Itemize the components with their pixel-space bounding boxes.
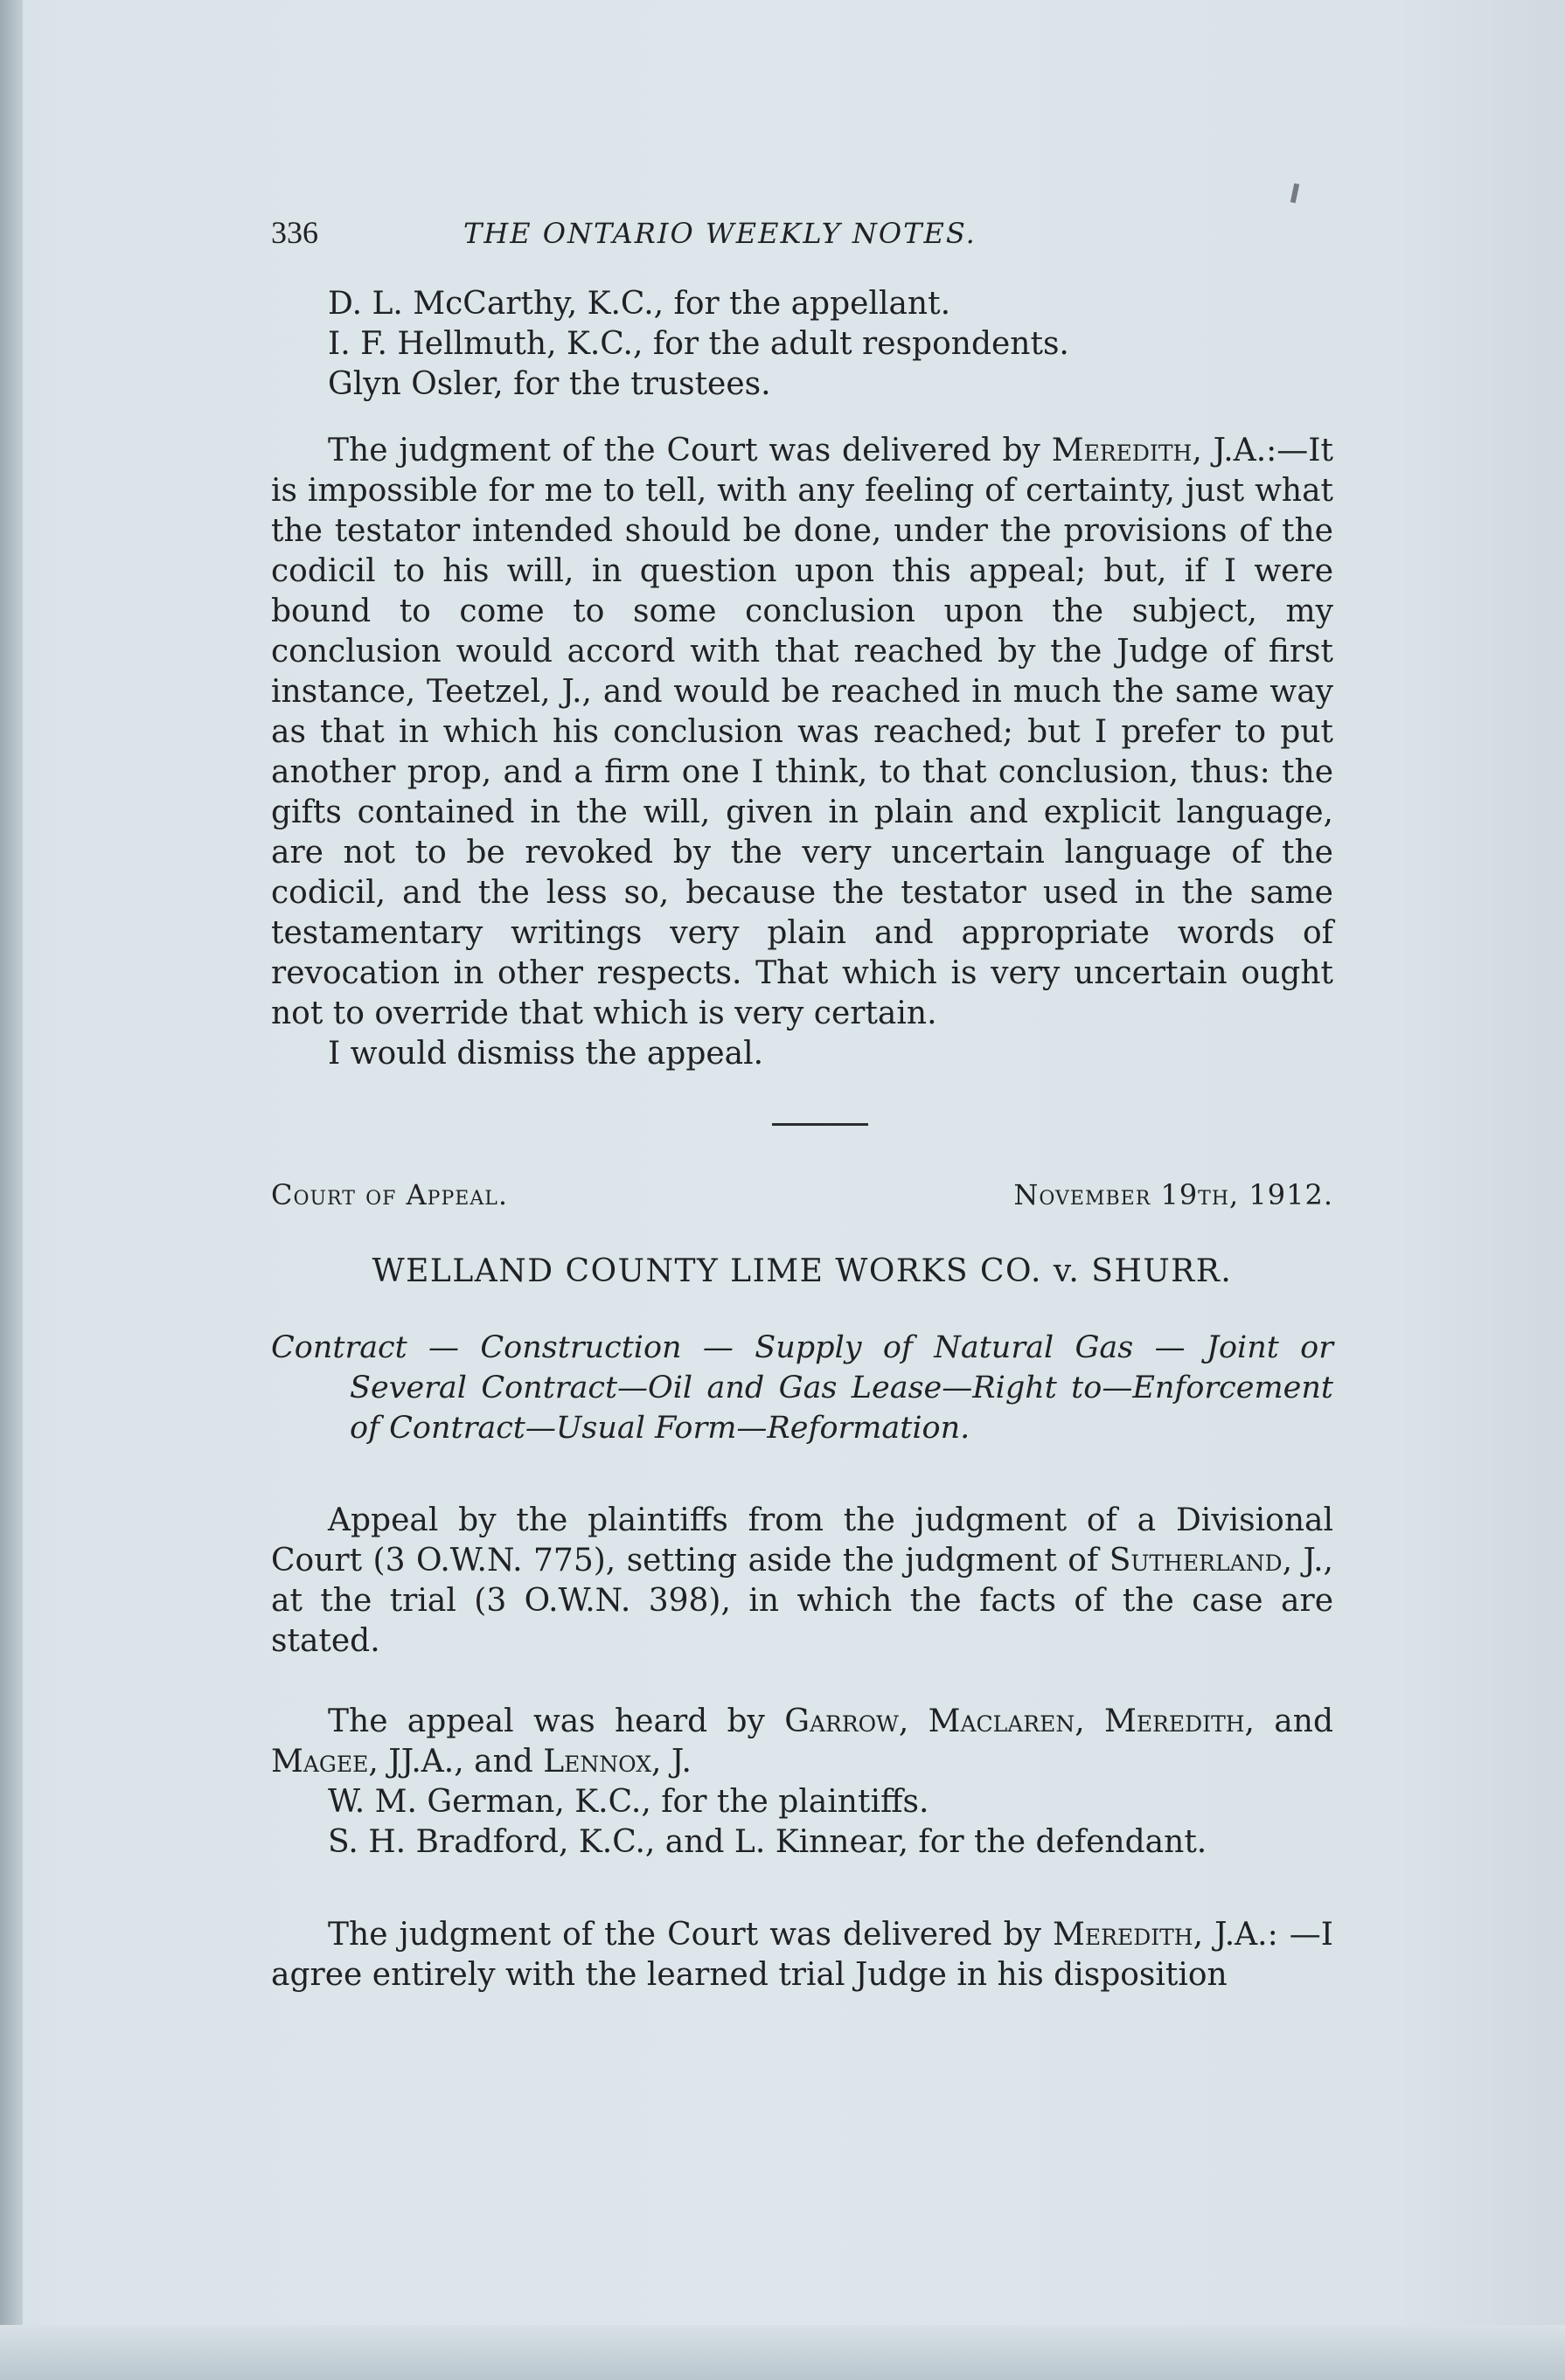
second-judgment-text: , J.A.: —I agree entirely with the learned trial Judge in his disposition [271, 1917, 1334, 1993]
counsel-line-appellant: D. L. McCarthy, K.C., for the appellant. [328, 286, 951, 322]
running-header [271, 214, 1333, 251]
court-date-line [271, 1178, 1333, 1211]
headnote: Contract — Construction — Supply of Natural Gas — Joint or Several Contract—Oil and Gas Lease—Right to—Enforcement of Contract—Usual Form—Reformation. [271, 1330, 1333, 1446]
heard-paragraph [271, 1702, 1333, 1782]
section-divider [772, 1123, 868, 1126]
judgment-intro: The judgment of the Court was delivered by [328, 433, 1052, 468]
counsel-line-plaintiffs: W. M. German, K.C., for the plaintiffs. [328, 1784, 929, 1820]
journal-title: THE ONTARIO WEEKLY NOTES. [463, 217, 977, 250]
decision-date: November 19th, 1912. [1013, 1178, 1333, 1211]
page-number: 336 [271, 215, 318, 250]
counsel-line-defendant: S. H. Bradford, K.C., and L. Kinnear, for the defendant. [328, 1824, 1207, 1860]
heard-text-a: The appeal was heard by [328, 1703, 785, 1739]
court-name: Court of Appeal. [271, 1178, 509, 1211]
heard-judge-2: Magee [271, 1744, 369, 1780]
heard-text-b: and [1255, 1703, 1333, 1739]
heard-text-d: , J. [651, 1744, 692, 1780]
second-judgment-intro: The judgment of the Court was delivered by [328, 1917, 1054, 1953]
judgment-text: , J.A.:—It is impossible for me to tell, with any feeling of certainty, just what the testator intended should be done, under the provisions of the codicil to his will, in question upon this appeal; but, if I were bound to come to some conclusion upon the subject, my conclusion would accord with that reached by the Judge of first instance, Teetzel, J., and would be reached in much the same way as that in which his conclusion was reached; but I prefer to put another prop, and a firm one I think, to that conclusion, thus: the gifts contained in the will, given in plain and explicit language, are not to be revoked by the very uncertain language of the codicil, and the less so, because the testator used in the same testamentary writings very plain and appropriate words of revocation in other respects. That which is very uncertain ought not to override that which is very certain. [271, 433, 1333, 1031]
heard-judge-3: Lennox [543, 1744, 652, 1780]
heard-judges: Garrow, Maclaren, Meredith, [784, 1703, 1255, 1739]
second-judgment-paragraph [271, 1915, 1333, 1995]
disposition: I would dismiss the appeal. [328, 1036, 764, 1072]
counsel-line-respondents: I. F. Hellmuth, K.C., for the adult respondents. [328, 326, 1069, 362]
binding-gutter [0, 0, 23, 2380]
appeal-paragraph [271, 1501, 1333, 1662]
judgment-paragraph [271, 431, 1333, 1034]
counsel-line-trustees: Glyn Osler, for the trustees. [328, 366, 771, 402]
second-judge-name: Meredith [1053, 1917, 1193, 1953]
heard-text-c: , JJ.A., and [368, 1744, 544, 1780]
judge-name: Meredith [1051, 433, 1193, 468]
case-title: WELLAND COUNTY LIME WORKS CO. v. SHURR. [372, 1253, 1233, 1289]
appeal-text-a: Appeal by the plaintiffs from the judgment of a Divisional Court (3 O.W.N. 775), setting aside the judgment of [271, 1502, 1333, 1579]
appeal-text-b: , J., at the trial (3 O.W.N. 398), in which the facts of the case are stated. [271, 1543, 1333, 1659]
page-bottom-edge [0, 2325, 1565, 2380]
appeal-judge: Sutherland [1109, 1543, 1283, 1579]
page-content [271, 214, 1333, 1995]
